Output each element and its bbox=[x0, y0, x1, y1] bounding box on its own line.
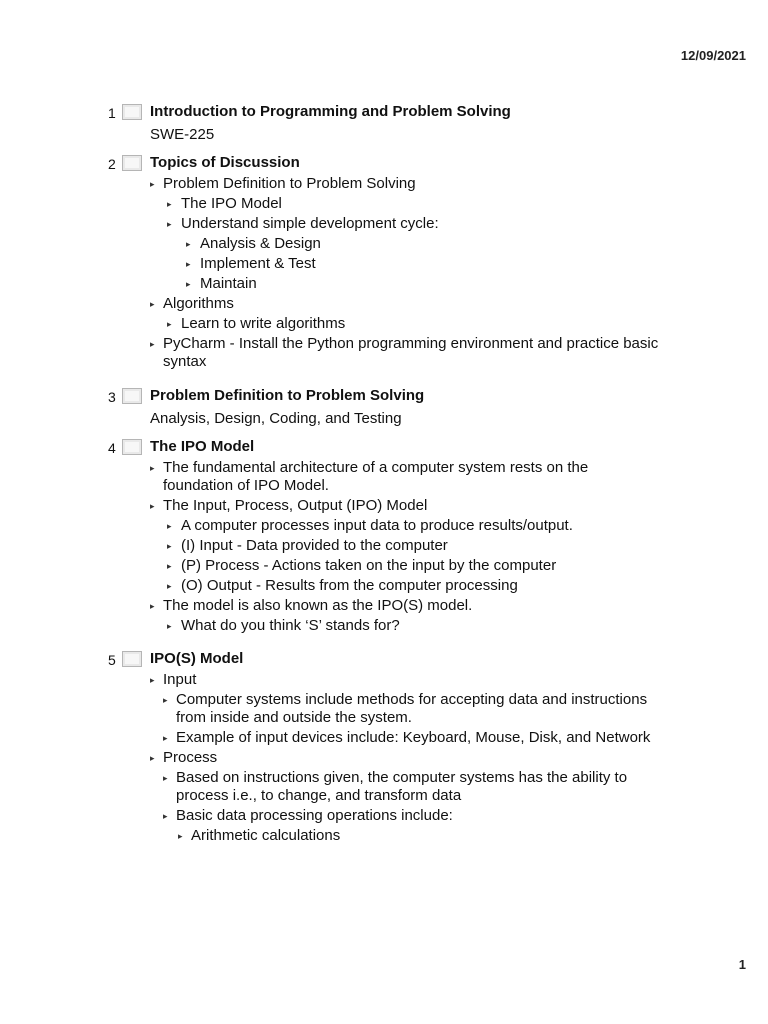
list-item: ▸ Learn to write algorithms bbox=[150, 315, 660, 333]
list-item: ▸ A computer processes input data to produce results/output. bbox=[150, 517, 660, 535]
slide-title: The IPO Model bbox=[150, 438, 255, 455]
slide-content bbox=[150, 386, 660, 429]
list-item: ▸ The fundamental architecture of a computer system rests on the foundation of IPO Model. bbox=[150, 459, 660, 495]
slide-content bbox=[150, 102, 660, 145]
list-item: ▸ Analysis & Design bbox=[150, 235, 660, 253]
bullet-list bbox=[150, 459, 660, 635]
list-item: ▸ (P) Process - Actions taken on the input by the computer bbox=[150, 557, 660, 575]
slide-title: Problem Definition to Problem Solving bbox=[150, 387, 425, 404]
slide-subtitle: Analysis, Design, Coding, and Testing bbox=[150, 410, 402, 427]
list-item: ▸ Process bbox=[150, 749, 660, 767]
list-item: ▸ The IPO Model bbox=[150, 195, 660, 213]
bullet-list bbox=[150, 175, 660, 371]
slide-thumbnail-icon bbox=[122, 104, 142, 120]
slide-title: Topics of Discussion bbox=[150, 154, 300, 171]
slide-subtitle: SWE-225 bbox=[150, 126, 215, 143]
slide-content bbox=[150, 153, 660, 373]
list-item: ▸ (I) Input - Data provided to the computer bbox=[150, 537, 660, 555]
list-item: ▸ Maintain bbox=[150, 275, 660, 293]
list-item: ▸ Input bbox=[150, 671, 660, 689]
page-number: 1 bbox=[738, 957, 746, 972]
slide-number: 4 bbox=[108, 440, 116, 456]
slide-thumbnail-icon bbox=[122, 651, 142, 667]
slide-content bbox=[150, 649, 660, 847]
list-item: ▸ Algorithms bbox=[150, 295, 660, 313]
list-item: ▸ Arithmetic calculations bbox=[150, 827, 660, 845]
list-item: ▸ The Input, Process, Output (IPO) Model bbox=[150, 497, 660, 515]
slide-title: Introduction to Programming and Problem Solving bbox=[150, 103, 511, 120]
list-item: ▸ Implement & Test bbox=[150, 255, 660, 273]
list-item: ▸ Example of input devices include: Keyboard, Mouse, Disk, and Network bbox=[150, 729, 660, 747]
slide-title: IPO(S) Model bbox=[150, 650, 244, 667]
list-item: ▸ (O) Output - Results from the computer processing bbox=[150, 577, 660, 595]
list-item: ▸ The model is also known as the IPO(S) model. bbox=[150, 597, 660, 615]
slide-number: 3 bbox=[108, 389, 116, 405]
list-item: ▸ PyCharm - Install the Python programming environment and practice basic syntax bbox=[150, 335, 660, 371]
date-header: 12/09/2021 bbox=[680, 48, 746, 63]
list-item: ▸ What do you think ‘S’ stands for? bbox=[150, 617, 660, 635]
list-item: ▸ Based on instructions given, the computer systems has the ability to process i.e., to change, and transform data bbox=[150, 769, 660, 805]
list-item: ▸ Problem Definition to Problem Solving bbox=[150, 175, 660, 193]
slide-thumbnail-icon bbox=[122, 388, 142, 404]
slide-thumbnail-icon bbox=[122, 439, 142, 455]
bullet-list bbox=[150, 671, 660, 845]
slide-number: 2 bbox=[108, 156, 116, 172]
slide-thumbnail-icon bbox=[122, 155, 142, 171]
list-item: ▸ Computer systems include methods for accepting data and instructions from inside and outside the system. bbox=[150, 691, 660, 727]
slide-number: 5 bbox=[108, 652, 116, 668]
list-item: ▸ Basic data processing operations include: bbox=[150, 807, 660, 825]
slide-content bbox=[150, 437, 660, 637]
list-item: ▸ Understand simple development cycle: bbox=[150, 215, 660, 233]
slide-number: 1 bbox=[108, 105, 116, 121]
